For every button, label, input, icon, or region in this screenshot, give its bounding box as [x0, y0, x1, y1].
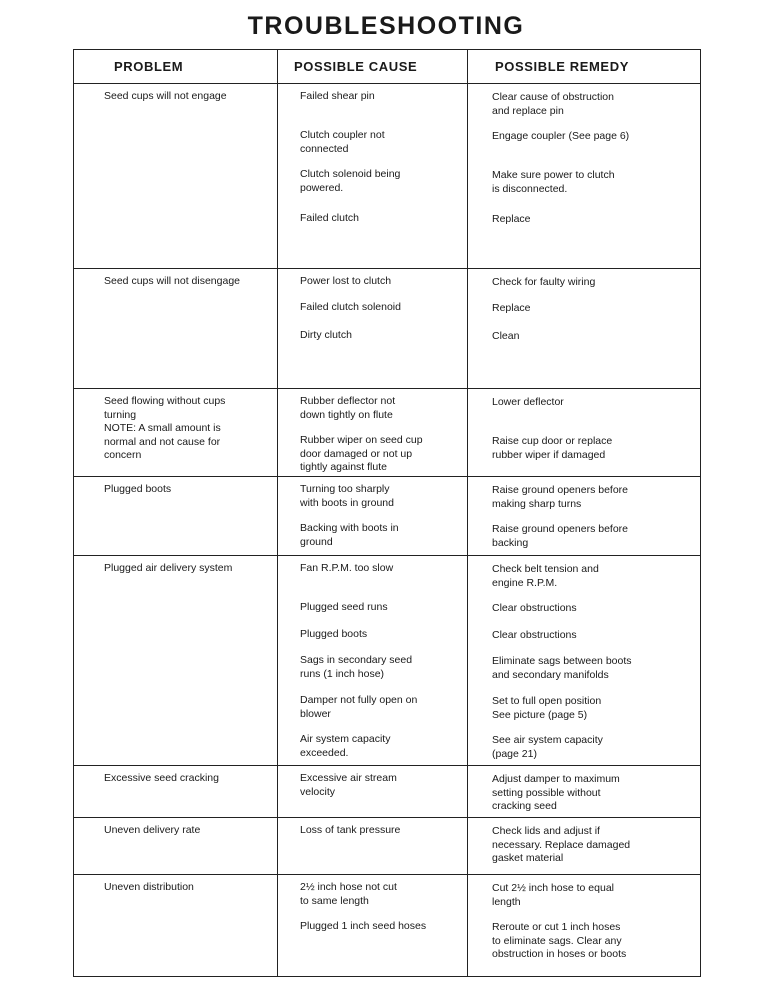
table-row [74, 477, 700, 556]
table-row [74, 556, 700, 766]
header-possible-cause: POSSIBLE CAUSE [294, 59, 418, 74]
remedy-text: Set to full open position See picture (page 5) [492, 695, 602, 721]
table-row [74, 269, 700, 389]
problem-text: Seed flowing without cups turning NOTE: A small amount is normal and not cause for concern [104, 395, 226, 461]
table-row [74, 875, 700, 978]
remedy-text: Raise ground openers before backing [492, 523, 629, 549]
cause-text: Power lost to clutch [300, 275, 392, 287]
cause-text: Sags in secondary seed runs (1 inch hose) [300, 654, 413, 680]
cause-text: Plugged boots [300, 628, 368, 640]
cause-text: Fan R.P.M. too slow [300, 562, 394, 574]
remedy-text: Adjust damper to maximum setting possible without cracking seed [492, 773, 620, 812]
problem-text: Uneven distribution [104, 881, 194, 893]
cause-text: Failed clutch [300, 212, 359, 224]
cause-text: Failed shear pin [300, 90, 375, 102]
remedy-text: Clear cause of obstruction and replace pin [492, 91, 614, 117]
problem-text: Seed cups will not engage [104, 90, 227, 102]
remedy-text: Clear obstructions [492, 602, 577, 614]
cause-text: Clutch coupler not connected [300, 129, 385, 155]
remedy-text: Check belt tension and engine R.P.M. [492, 563, 599, 589]
problem-text: Seed cups will not disengage [104, 275, 241, 287]
table-row [74, 818, 700, 875]
cause-text: Clutch solenoid being powered. [300, 168, 401, 194]
page-title: TROUBLESHOOTING [247, 12, 525, 40]
problem-text: Uneven delivery rate [104, 824, 201, 836]
cause-text: Excessive air stream velocity [300, 772, 397, 798]
header-problem: PROBLEM [114, 59, 184, 74]
header-possible-remedy: POSSIBLE REMEDY [495, 59, 629, 74]
remedy-text: Cut 2½ inch hose to equal length [492, 882, 615, 908]
problem-text: Plugged air delivery system [104, 562, 233, 574]
remedy-text: Replace [492, 302, 531, 314]
table-row [74, 389, 700, 477]
table-header [74, 50, 700, 84]
cause-text: Rubber wiper on seed cup door damaged or not up tightly against flute [300, 434, 423, 473]
cause-text: Backing with boots in ground [300, 522, 399, 548]
remedy-text: Replace [492, 213, 531, 225]
remedy-text: Eliminate sags between boots and secondary manifolds [492, 655, 632, 681]
remedy-text: Lower deflector [492, 396, 564, 408]
cause-text: Loss of tank pressure [300, 824, 401, 836]
cause-text: 2½ inch hose not cut to same length [300, 881, 397, 907]
cause-text: Plugged seed runs [300, 601, 388, 613]
remedy-text: Clean [492, 330, 520, 342]
remedy-text: Reroute or cut 1 inch hoses to eliminate sags. Clear any obstruction in hoses or boots [492, 921, 627, 960]
table-row [74, 766, 700, 818]
cause-text: Dirty clutch [300, 329, 352, 341]
cause-text: Plugged 1 inch seed hoses [300, 920, 427, 932]
troubleshooting-table [73, 49, 701, 977]
cause-text: Rubber deflector not down tightly on flute [300, 395, 396, 421]
problem-text: Excessive seed cracking [104, 772, 219, 784]
problem-text: Plugged boots [104, 483, 172, 495]
remedy-text: Clear obstructions [492, 629, 577, 641]
cause-text: Turning too sharply with boots in ground [300, 483, 394, 509]
table-row [74, 84, 700, 269]
remedy-text: Engage coupler (See page 6) [492, 130, 630, 142]
remedy-text: Check lids and adjust if necessary. Replace damaged gasket material [492, 825, 631, 864]
cause-text: Damper not fully open on blower [300, 694, 418, 720]
remedy-text: Raise cup door or replace rubber wiper if damaged [492, 435, 613, 461]
remedy-text: See air system capacity (page 21) [492, 734, 603, 760]
remedy-text: Check for faulty wiring [492, 276, 596, 288]
remedy-text: Raise ground openers before making sharp turns [492, 484, 629, 510]
cause-text: Failed clutch solenoid [300, 301, 401, 313]
cause-text: Air system capacity exceeded. [300, 733, 391, 759]
remedy-text: Make sure power to clutch is disconnected. [492, 169, 615, 195]
